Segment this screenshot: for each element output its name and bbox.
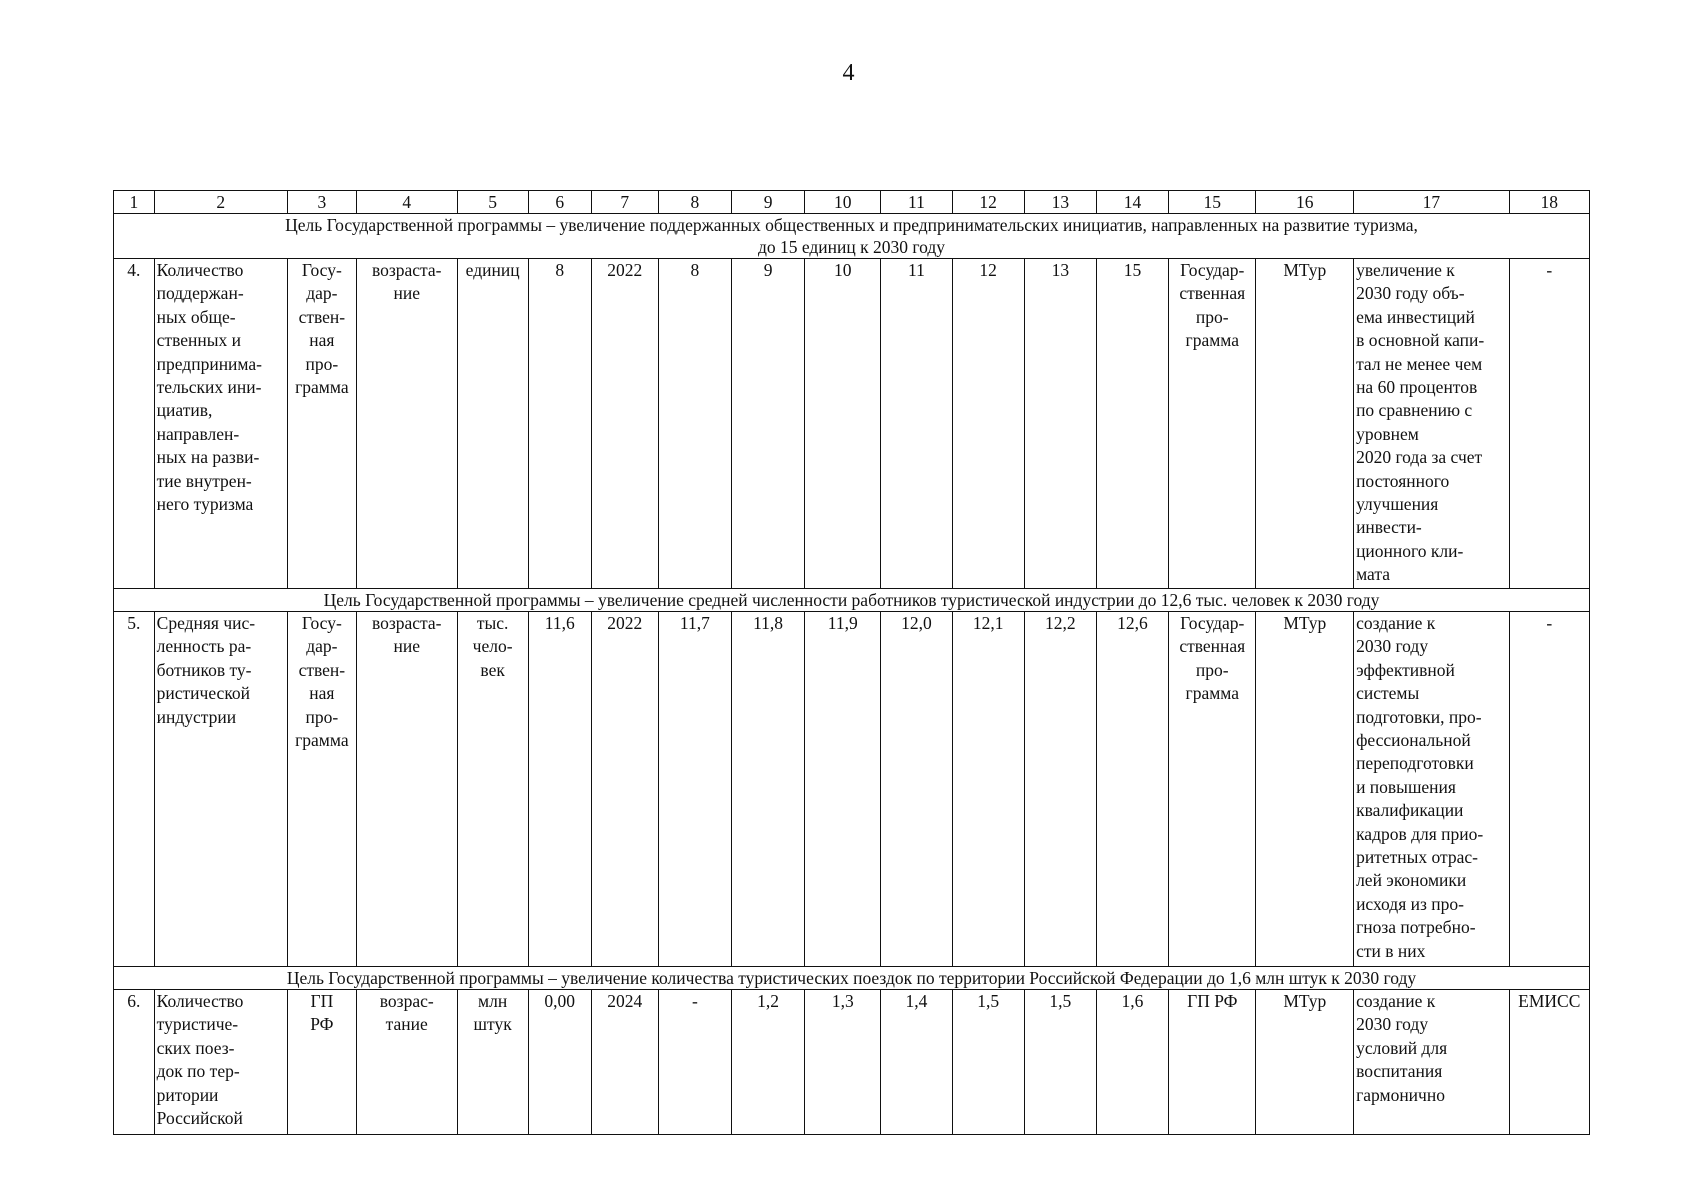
value-cell: 1,5 xyxy=(1024,990,1096,1135)
base-year: 2024 xyxy=(591,990,658,1135)
col-header: 8 xyxy=(658,191,731,214)
value-cell: 12,2 xyxy=(1024,612,1096,967)
indicator-name: Средняя чис- ленность ра- ботников ту- ристической индустрии xyxy=(154,612,287,967)
indicator-unit: единиц xyxy=(457,259,528,589)
goal-row xyxy=(114,214,1590,259)
goal-text: Цель Государственной программы – увеличение средней численности работников туристической индустрии до 12,6 тыс. человек к 2030 году xyxy=(114,589,1590,612)
info-system-cell: - xyxy=(1509,612,1589,967)
indicator-name: Количество поддержан- ных обще- ственных и предпринима- тельских ини- циатив, направлен- ных на разви- тие внутрен- него туризма xyxy=(154,259,287,589)
indicator-trend: возраста- ние xyxy=(356,612,457,967)
page-number: 4 xyxy=(842,60,855,86)
value-cell: 10 xyxy=(805,259,881,589)
goal-text: Цель Государственной программы – увеличение количества туристических поездок по территории Российской Федерации до 1,6 млн штук к 2030 году xyxy=(114,967,1590,990)
info-system-cell: ЕМИСС xyxy=(1509,990,1589,1135)
goal-row xyxy=(114,589,1590,612)
col-header: 6 xyxy=(528,191,591,214)
col-header: 5 xyxy=(457,191,528,214)
value-cell: 1,4 xyxy=(881,990,952,1135)
value-cell: 1,2 xyxy=(731,990,804,1135)
value-cell: 11,9 xyxy=(805,612,881,967)
col-header: 15 xyxy=(1169,191,1256,214)
base-year: 2022 xyxy=(591,612,658,967)
responsible-cell: МТур xyxy=(1256,259,1354,589)
link-cell: увеличение к 2030 году объ- ема инвестиций в основной капи- тал не менее чем на 60 процентов по сравнению с уровнем 2020 года за счет постоянного улучшения инвести- ционного кли- мата xyxy=(1354,259,1510,589)
value-cell: 1,5 xyxy=(952,990,1024,1135)
col-header: 14 xyxy=(1096,191,1168,214)
value-cell: 9 xyxy=(731,259,804,589)
indicator-unit: млн штук xyxy=(457,990,528,1135)
indicator-trend: возрас- тание xyxy=(356,990,457,1135)
value-cell: 11,8 xyxy=(731,612,804,967)
col-header: 12 xyxy=(952,191,1024,214)
base-value: 8 xyxy=(528,259,591,589)
indicators-table xyxy=(113,190,1590,1135)
value-cell: 12,1 xyxy=(952,612,1024,967)
table-row xyxy=(114,259,1590,589)
responsible-cell: МТур xyxy=(1256,612,1354,967)
indicator-unit: тыс. чело- век xyxy=(457,612,528,967)
info-system-cell: - xyxy=(1509,259,1589,589)
base-value: 11,6 xyxy=(528,612,591,967)
base-year: 2022 xyxy=(591,259,658,589)
table-row xyxy=(114,612,1590,967)
value-cell: 13 xyxy=(1024,259,1096,589)
base-value: 0,00 xyxy=(528,990,591,1135)
indicator-level: Госу- дар- ствен- ная про- грамма xyxy=(287,259,356,589)
value-cell: 1,6 xyxy=(1096,990,1168,1135)
link-cell: создание к 2030 году эффективной системы подготовки, про- фессиональной переподготовки и повышения квалификации кадров для прио- ритетных отрас- лей экономики исходя из про- гноза потребно- сти в них xyxy=(1354,612,1510,967)
row-number: 6. xyxy=(114,990,155,1135)
value-cell: 12,0 xyxy=(881,612,952,967)
responsible-cell: МТур xyxy=(1256,990,1354,1135)
value-cell: 12,6 xyxy=(1096,612,1168,967)
document-cell: Государ- ственная про- грамма xyxy=(1169,259,1256,589)
value-cell: 11,7 xyxy=(658,612,731,967)
value-cell: - xyxy=(658,990,731,1135)
goal-row xyxy=(114,967,1590,990)
value-cell: 8 xyxy=(658,259,731,589)
col-header: 13 xyxy=(1024,191,1096,214)
row-number: 5. xyxy=(114,612,155,967)
col-header: 9 xyxy=(731,191,804,214)
col-header: 1 xyxy=(114,191,155,214)
row-number: 4. xyxy=(114,259,155,589)
indicator-level: Госу- дар- ствен- ная про- грамма xyxy=(287,612,356,967)
col-header: 7 xyxy=(591,191,658,214)
col-header: 16 xyxy=(1256,191,1354,214)
indicator-trend: возраста- ние xyxy=(356,259,457,589)
col-header: 10 xyxy=(805,191,881,214)
col-header: 2 xyxy=(154,191,287,214)
value-cell: 12 xyxy=(952,259,1024,589)
col-header: 17 xyxy=(1354,191,1510,214)
link-cell: создание к 2030 году условий для воспитания гармонично xyxy=(1354,990,1510,1135)
value-cell: 11 xyxy=(881,259,952,589)
table-row xyxy=(114,990,1590,1135)
goal-text: Цель Государственной программы – увеличение поддержанных общественных и предпринимательских инициатив, направленных на развитие туризма, до 15 единиц к 2030 году xyxy=(114,214,1590,259)
col-header: 11 xyxy=(881,191,952,214)
col-header: 3 xyxy=(287,191,356,214)
document-cell: ГП РФ xyxy=(1169,990,1256,1135)
col-header: 18 xyxy=(1509,191,1589,214)
indicator-name: Количество туристиче- ских поез- док по тер- ритории Российской xyxy=(154,990,287,1135)
col-header: 4 xyxy=(356,191,457,214)
value-cell: 1,3 xyxy=(805,990,881,1135)
document-cell: Государ- ственная про- грамма xyxy=(1169,612,1256,967)
header-row xyxy=(114,191,1590,214)
value-cell: 15 xyxy=(1096,259,1168,589)
indicator-level: ГП РФ xyxy=(287,990,356,1135)
